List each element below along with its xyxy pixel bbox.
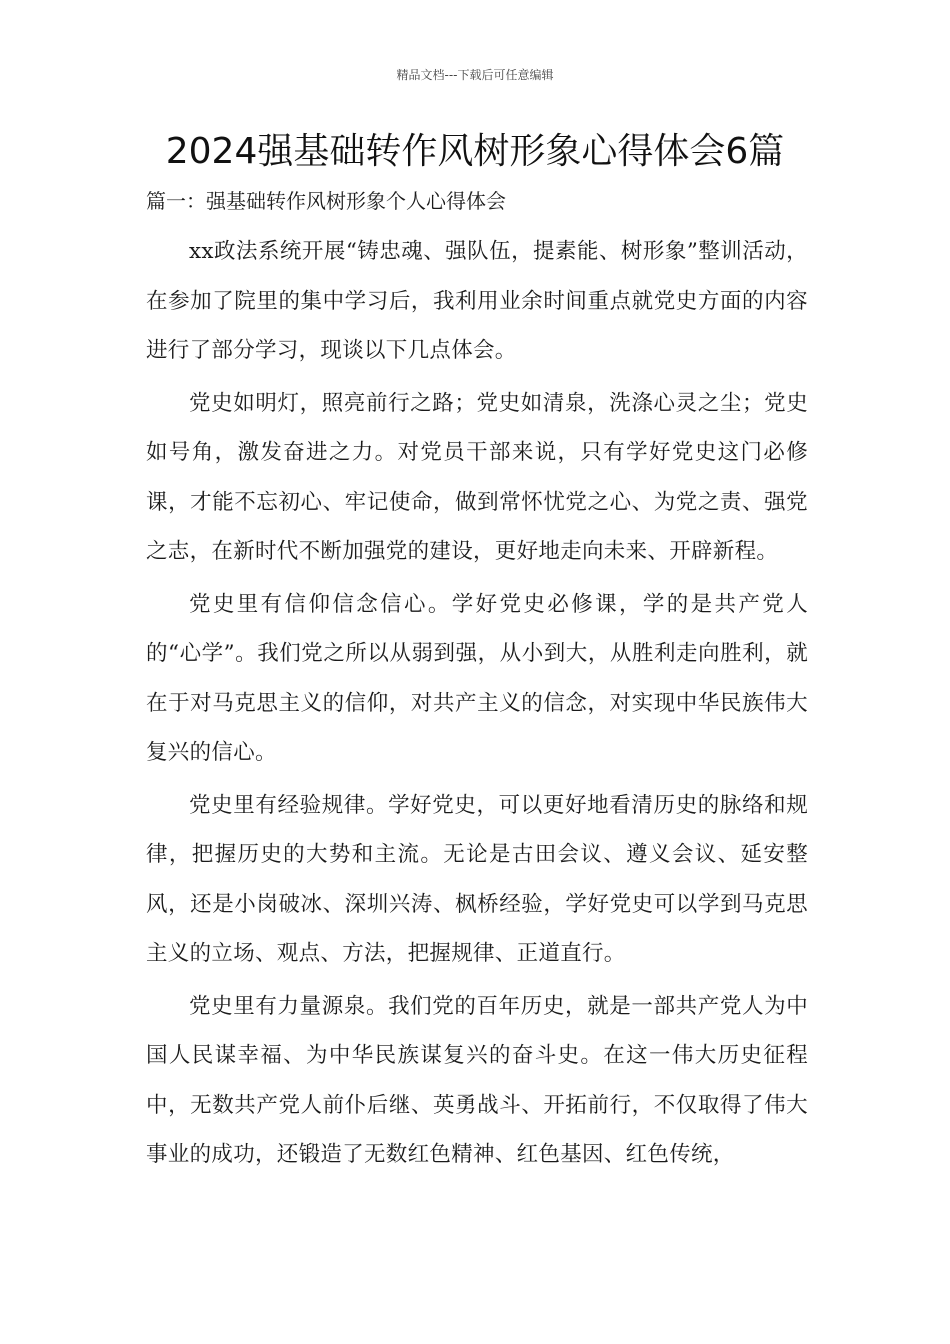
paragraph: 党史里有力量源泉。我们党的百年历史，就是一部共产党人为中国人民谋幸福、为中华民族谋复兴的奋斗史。在这一伟大历史征程中，无数共产党人前仆后继、英勇战斗、开拓前行，不仅取得了伟大事业的成功，还锻造了无数红色精神、红色基因、红色传统， — [146, 993, 808, 1167]
document-title: 2024强基础转作风树形象心得体会6篇 — [165, 131, 785, 172]
paragraph: 党史里有信仰信念信心。学好党史必修课，学的是共产党人的“心学”。我们党之所以从弱到强，从小到大，从胜利走向胜利，就在于对马克思主义的信仰，对共产主义的信念，对实现中华民族伟大复兴的信心。 — [146, 591, 808, 765]
paragraph: 党史里有经验规律。学好党史，可以更好地看清历史的脉络和规律，把握历史的大势和主流。无论是古田会议、遵义会议、延安整风，还是小岗破冰、深圳兴涛、枫桥经验，学好党史可以学到马克思主义的立场、观点、方法，把握规律、正道直行。 — [146, 792, 808, 966]
header-note: 精品文档---下载后可任意编辑 — [396, 68, 554, 82]
section-heading: 篇一：强基础转作风树形象个人心得体会 — [146, 189, 506, 213]
document-body — [146, 227, 808, 1183]
paragraph: 党史如明灯，照亮前行之路；党史如清泉，洗涤心灵之尘；党史如号角，激发奋进之力。对党员干部来说，只有学好党史这门必修课，才能不忘初心、牢记使命，做到常怀忧党之心、为党之责、强党之志，在新时代不断加强党的建设，更好地走向未来、开辟新程。 — [146, 390, 808, 564]
paragraph: xx政法系统开展“铸忠魂、强队伍，提素能、树形象”整训活动，在参加了院里的集中学习后，我利用业余时间重点就党史方面的内容进行了部分学习，现谈以下几点体会。 — [146, 239, 808, 363]
